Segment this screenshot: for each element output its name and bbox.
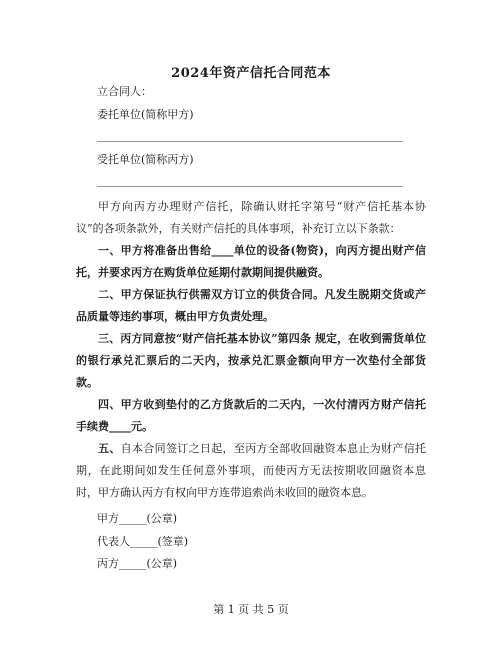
page-indicator: 第 1 页 共 5 页 [213, 603, 289, 616]
party-header: 立合同人： [97, 85, 152, 98]
document-title: 2024年资产信托合同范本 [171, 66, 331, 81]
clause-4: 四、甲方收到垫付的乙方货款后的二天内，一次付清丙方财产信托手续费____元。 [76, 398, 426, 433]
trustee-fill-line [97, 186, 403, 187]
client-label: 委托单位(简称甲方) [97, 108, 194, 121]
client-fill-line [97, 141, 403, 142]
signature-party-c: 丙方_____(公章) [97, 557, 178, 570]
clause-5-body: 自本合同签订之日起，至丙方全部收回融资本息止为财产信托期，在此期间如发生任何意外事项，而使丙方无法按期收回融资本息时，甲方确认丙方有权向甲方连带追索尚未收回的融资本息。 [76, 442, 427, 499]
clause-1: 一、甲方将准备出售给____单位的设备(物资)，向丙方提出财产信托，并要求丙方在购货单位延期付款期间提供融资。 [76, 244, 426, 279]
clause-2: 二、甲方保证执行供需双方订立的供货合同。凡发生脱期交货或产品质量等违约事项，概由甲方负责处理。 [76, 288, 426, 323]
signature-party-a: 甲方_____(公章) [97, 512, 178, 525]
signature-representative: 代表人_____(签章) [97, 535, 189, 548]
intro-paragraph: 甲方向丙方办理财产信托，除确认财托字第号“财产信托基本协议”的各项条款外，有关财产信托的具体事项，补充订立以下条款： [76, 200, 426, 235]
trustee-label: 受托单位(简称丙方) [97, 153, 194, 166]
clause-5-number: 五、 [98, 442, 121, 455]
clause-3: 三、丙方同意按“财产信托基本协议”第四条 规定，在收到需货单位的银行承兑汇票后的二天内，按承兑汇票金额向甲方一次垫付全部货款。 [76, 332, 426, 389]
clause-5 [76, 438, 426, 504]
